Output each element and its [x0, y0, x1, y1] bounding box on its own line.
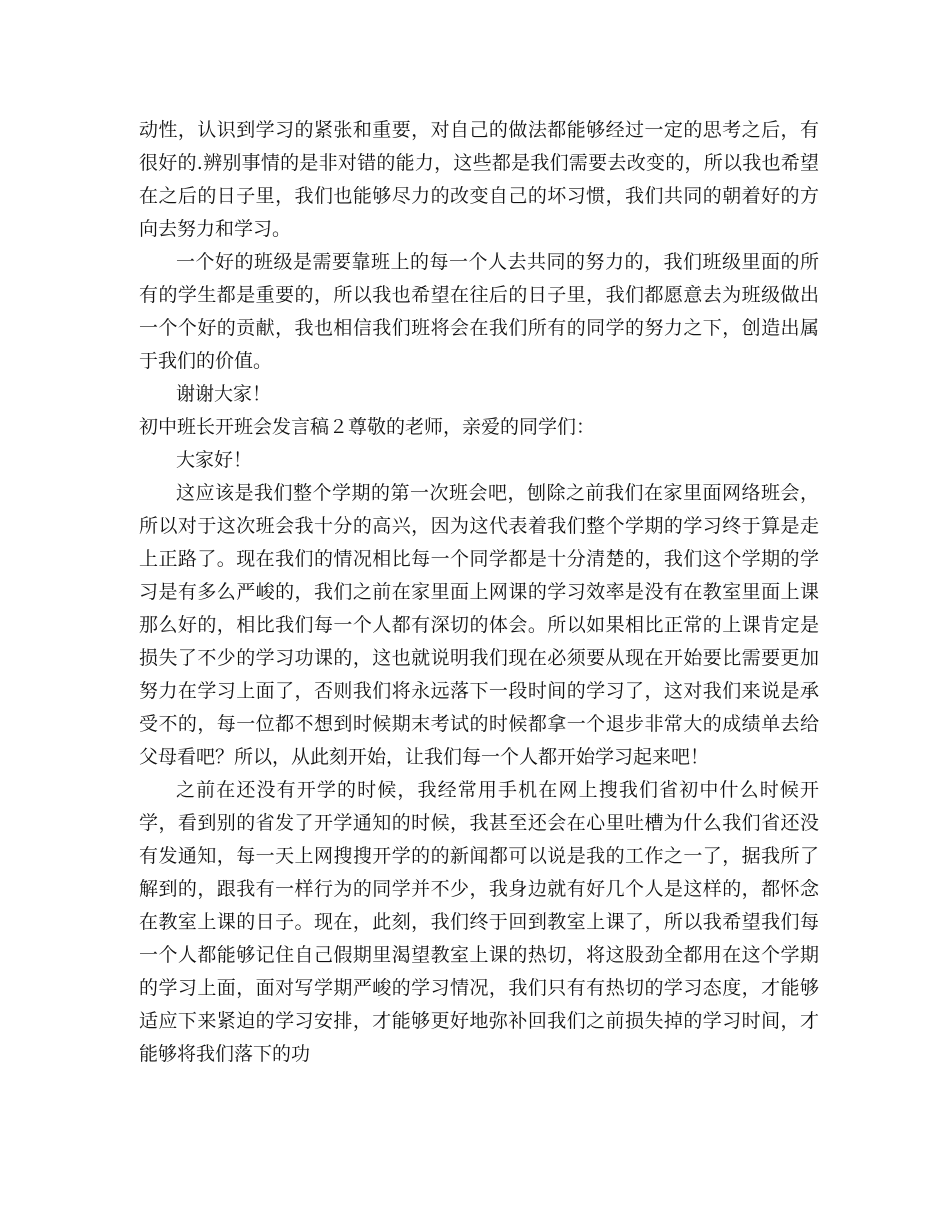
paragraph-greeting: 大家好！ [176, 449, 253, 471]
paragraph-continuation: 动性，认识到学习的紧张和重要，对自己的做法都能够经过一定的思考之后，有很好的.辨别事情的是非对错的能力，这些都是我们需要去改变的，所以我也希望在之后的日子里，我们也能够尽力的改变自己的坏习惯，我们共同的朝着好的方向去努力和学习。 [139, 119, 819, 240]
speech-2-heading: 初中班长开班会发言稿２尊敬的老师，亲爱的同学们： [139, 416, 596, 438]
paragraph-first-meeting: 这应该是我们整个学期的第一次班会吧，刨除之前我们在家里面网络班会，所以对于这次班会我十分的高兴，因为这代表着我们整个学期的学习终于算是走上正路了。现在我们的情况相比每一个同学都是十分清楚的，我们这个学期的学习是有多么严峻的，我们之前在家里面上网课的学习效率是没有在教室里面上课那么好的，相比我们每一个人都有深切的体会。所以如果相比正常的上课肯定是损失了不少的学习功课的，这也就说明我们现在必须要从现在开始要比需要更加努力在学习上面了，否则我们将永远落下一段时间的学习了，这对我们来说是承受不的，每一位都不想到时候期末考试的时候都拿一个退步非常大的成绩单去给父母看吧？所以，从此刻开始，让我们每一个人都开始学习起来吧！ [139, 482, 819, 768]
document-body [139, 114, 819, 1071]
paragraph-thanks: 谢谢大家！ [176, 383, 272, 405]
paragraph-before-school: 之前在还没有开学的时候，我经常用手机在网上搜我们省初中什么时候开学，看到别的省发了开学通知的时候，我甚至还会在心里吐槽为什么我们省还没有发通知，每一天上网搜搜开学的的新闻都可以说是我的工作之一了，据我所了解到的，跟我有一样行为的同学并不少，我身边就有好几个人是这样的，都怀念在教室上课的日子。现在，此刻，我们终于回到教室上课了，所以我希望我们每一个人都能够记住自己假期里渴望教室上课的热切，将这股劲全都用在这个学期的学习上面，面对写学期严峻的学习情况，我们只有有热切的学习态度，才能够适应下来紧迫的学习安排，才能够更好地弥补回我们之前损失掉的学习时间，才能够将我们落下的功 [139, 779, 819, 1065]
paragraph-class-effort: 一个好的班级是需要靠班上的每一个人去共同的努力的，我们班级里面的所有的学生都是重要的，所以我也希望在往后的日子里，我们都愿意去为班级做出一个个好的贡献，我也相信我们班将会在我们所有的同学的努力之下，创造出属于我们的价值。 [139, 251, 819, 372]
